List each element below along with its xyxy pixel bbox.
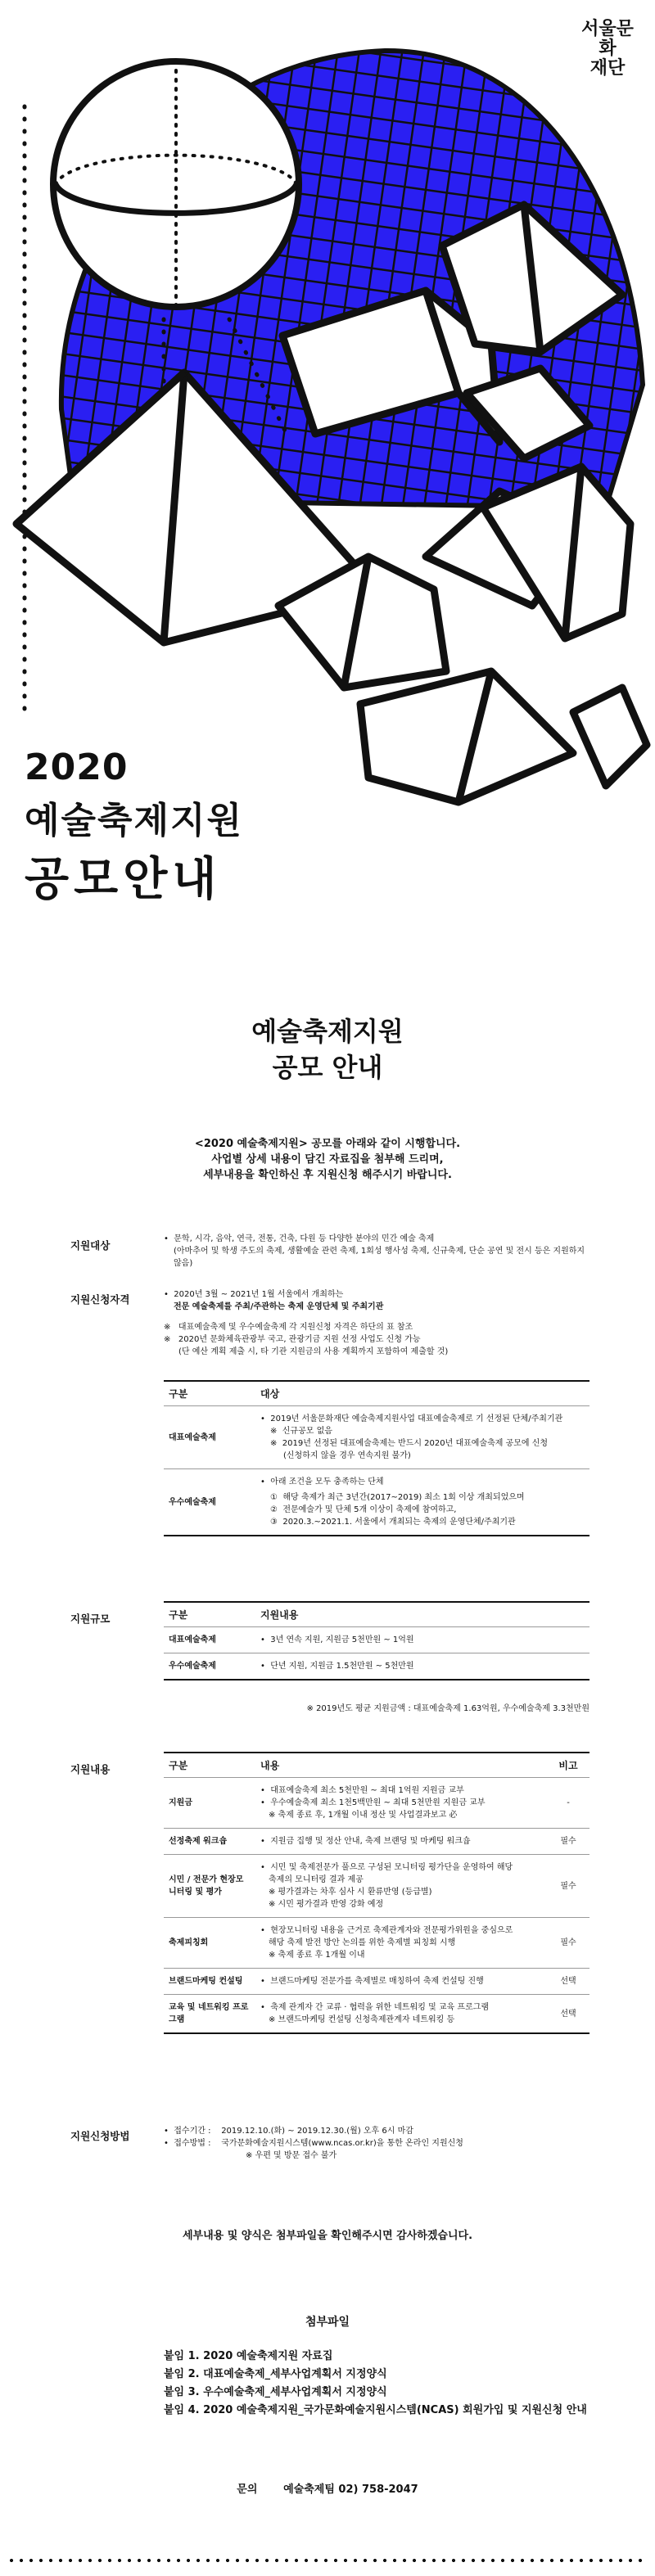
table-row: 시민 / 전문가 현장모니터링 및 평가 • 시민 및 축제전문가 풀으로 구성된 모니터링 평가단을 운영하여 해당 축제의 모니터링 결과 제공 ※ 평가결과는 차후 심사 시 환류반영 (등급별) ※ 시민 평가결과 반영 강화 예정 필수 (164, 1855, 590, 1918)
target-text: • 문학, 시각, 음악, 연극, 전통, 건축, 다원 등 다양한 분야의 민간 예술 축제 (아마추어 및 학생 주도의 축제, 생활예술 관련 축제, 1회성 행사성 축제, 신규축제, 단순 공연 및 전시 등은 지원하지 않음) (164, 1234, 585, 1268)
qualification-table (164, 1380, 590, 1536)
attachments-title: 첨부파일 (305, 2316, 350, 2329)
table-row: 우수예술축제 • 아래 조건을 모두 충족하는 단체 ① 해당 축제가 최근 3년간(2017~2019) 최소 1회 이상 개최되었으며 ② 전문예술가 및 단체 5개 이상이 축제에 참여하고, ③ 2020.3.~2021.1. 서울에서 개최되는 축제의 운영단체/주최기관 (164, 1469, 590, 1536)
section-label-content: 지원내용 (70, 1763, 111, 1775)
foundation-logo: 서울문화 재단 (581, 19, 634, 79)
table-row: 지원금 • 대표예술축제 최소 5천만원 ~ 최대 1억원 지원금 교부 • 우수예술축제 최소 1천5백만원 ~ 최대 5천만원 지원금 교부 ※ 축제 종료 후, 1개월 이내 정산 및 사업결과보고 必 - (164, 1778, 590, 1829)
table-header: 구분 (164, 1381, 255, 1406)
method-text: • 접수기간 : 2019.12.10.(화) ~ 2019.12.30.(월) 오후 6시 마감 • 접수방법 : 국가문화예술지원시스템(www.ncas.or.kr)을 통한 온라인 지원신청 ※ 우편 및 방문 접수 불가 (164, 2127, 463, 2160)
notice-title: 예술축제지원 공모 안내 (251, 1016, 404, 1083)
table-row: 브랜드마케팅 컨설팅 • 브랜드마케팅 전문가를 축제별로 매칭하여 축제 컨설팅 진행 선택 (164, 1969, 590, 1995)
content-table (164, 1752, 590, 2034)
closing-text: 세부내용 및 양식은 첨부파일을 확인해주시면 감사하겠습니다. (182, 2230, 473, 2242)
section-label-target: 지원대상 (70, 1239, 111, 1252)
table-header: 구분 (164, 1753, 255, 1778)
section-label-scale: 지원규모 (70, 1613, 111, 1625)
table-row: 축제피칭회 • 현장모니터링 내용을 근거로 축제관계자와 전문평가위원을 중심으로 해당 축제 발전 방안 논의를 위한 축제별 피칭회 시행 ※ 축제 종료 후 1개월 이내 필수 (164, 1918, 590, 1969)
white-sphere (53, 61, 299, 307)
hero-year: 2020 (25, 747, 129, 788)
table-header: 지원내용 (255, 1602, 590, 1627)
notice-intro: <2020 예술축제지원> 공모를 아래와 같이 시행합니다. 사업별 상세 내용이 담긴 자료집을 첨부해 드리며, 세부내용을 확인하신 후 지원신청 해주시기 바랍니다. (194, 1138, 461, 1181)
table-header: 비고 (547, 1753, 590, 1778)
hero-title-line2: 공모안내 (25, 853, 222, 906)
table-row: 선정축제 워크숍 • 지원금 집행 및 정산 안내, 축제 브랜딩 및 마케팅 워크숍 필수 (164, 1829, 590, 1855)
scale-note: ※ 2019년도 평균 지원금액 : 대표예술축제 1.63억원, 우수예술축제 3.3천만원 (306, 1704, 590, 1713)
table-header: 내용 (255, 1753, 547, 1778)
table-row: 대표예술축제 • 2019년 서울문화재단 예술축제지원사업 대표예술축제로 기 선정된 단체/주최기관 ※ 신규공모 없음 ※ 2019년 선정된 대표예술축제는 반드시 2020년 대표예술축제 공모에 신청 (신청하지 않을 경우 연속지원 불가) (164, 1406, 590, 1469)
dotted-divider (7, 2559, 648, 2562)
scale-table (164, 1601, 590, 1680)
table-header: 대상 (255, 1381, 590, 1406)
hero-title-line1: 예술축제지원 (25, 800, 244, 841)
table-row: 우수예술축제 • 단년 지원, 지원금 1.5천만원 ~ 5천만원 (164, 1653, 590, 1680)
attachments-list (164, 2348, 587, 2420)
contact: 문의 예술축제팀 02) 758-2047 (237, 2484, 418, 2496)
section-label-qualification: 지원신청자격 (70, 1293, 130, 1306)
section-label-method: 지원신청방법 (70, 2130, 130, 2142)
table-row: 대표예술축제 • 3년 연속 지원, 지원금 5천만원 ~ 1억원 (164, 1627, 590, 1653)
attachment-item[interactable]: 붙임 4. 2020 예술축제지원_국가문화예술지원시스템(NCAS) 회원가입 및 지원신청 안내 (164, 2404, 587, 2416)
qualification-text: • 2020년 3월 ~ 2021년 1월 서울에서 개최하는 전문 예술축제를 주최/주관하는 축제 운영단체 및 주최기관 ※ 대표예술축제 및 우수예술축제 각 지원신청 자격은 하단의 표 참조 ※ 2020년 문화체육관광부 국고, 관광기금 지원 선정 사업도 신청 가능 (단 예산 계획 제출 시, 타 기관 지원금의 사용 계획까지 포함하여 제출할 것) (164, 1290, 449, 1356)
attachment-item[interactable]: 붙임 2. 대표예술축제_세부사업계획서 지정양식 (164, 2368, 387, 2380)
attachment-item[interactable]: 붙임 3. 우수예술축제_세부사업계획서 지정양식 (164, 2386, 387, 2398)
attachment-item[interactable]: 붙임 1. 2020 예술축제지원 자료집 (164, 2350, 333, 2362)
table-row: 교육 및 네트워킹 프로그램 • 축제 관계자 간 교류 · 협력을 위한 네트워킹 및 교육 프로그램 ※ 브랜드마케팅 컨설팅 신청축제관계자 네트워킹 등 선택 (164, 1995, 590, 2034)
table-header: 구분 (164, 1602, 255, 1627)
